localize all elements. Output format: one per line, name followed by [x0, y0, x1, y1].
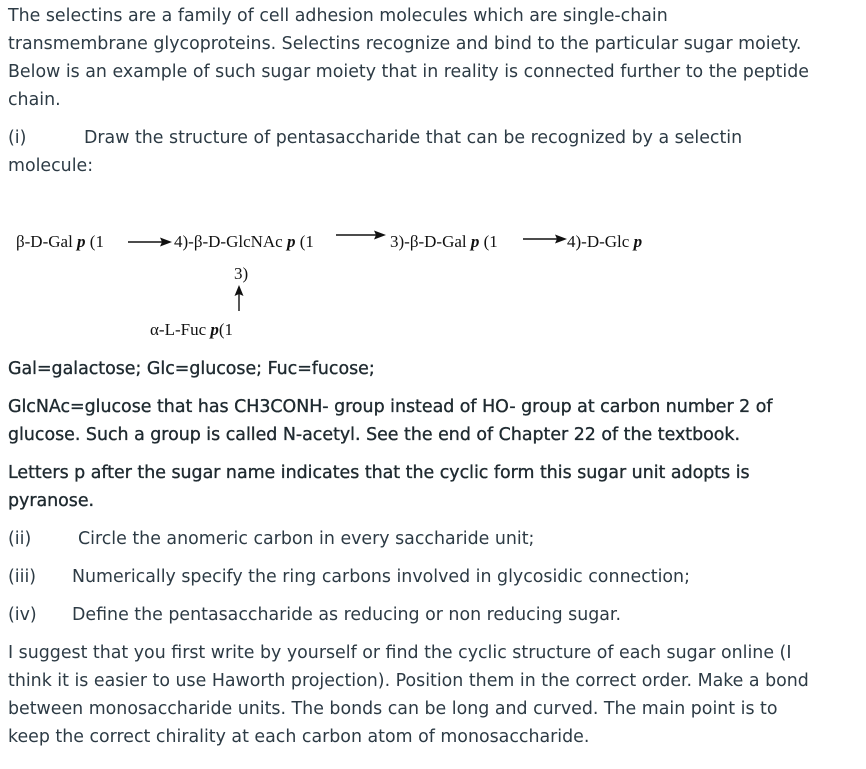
question-text: Draw the structure of pentasaccharide that can be recognized by a selectin [84, 128, 743, 148]
arrow-right-icon [523, 233, 567, 245]
question-i-cont: molecule: [8, 156, 94, 176]
question-number: (iv) [8, 605, 37, 625]
pyranose-note-1: Letters p after the sugar name indicates that the cyclic form this sugar unit adopts is [8, 463, 750, 483]
scheme-unit-gal: β-D-Gal p (1 [16, 232, 104, 251]
question-iii [8, 567, 690, 587]
arrow-up-icon [233, 285, 245, 311]
glcnac-note-2: glucose. Such a group is called N-acetyl. See the end of Chapter 22 of the textbook. [8, 425, 740, 445]
question-text: Define the pentasaccharide as reducing or non reducing sugar. [72, 605, 622, 625]
question-ii [8, 529, 534, 549]
question-iv [8, 605, 621, 625]
advice-line-1: I suggest that you first write by yourself or find the cyclic structure of each sugar online (I [8, 643, 792, 663]
advice-line-3: between monosaccharide units. The bonds can be long and curved. The main point is to [8, 699, 778, 719]
intro-line-1: The selectins are a family of cell adhesion molecules which are single-chain [8, 6, 668, 26]
scheme-branch-fucose: α-L-Fuc p(1 [150, 320, 234, 339]
question-i [8, 128, 742, 148]
scheme-unit-gal-2: 3)-β-D-Gal p (1 [390, 232, 498, 251]
pyranose-note-2: pyranose. [8, 491, 95, 511]
advice-line-2: think it is easier to use Haworth projection). Position them in the correct order. Make a bond [8, 671, 809, 691]
question-text: Numerically specify the ring carbons involved in glycosidic connection; [72, 567, 690, 587]
intro-line-3: Below is an example of such sugar moiety that in reality is connected further to the peptide [8, 62, 809, 82]
advice-line-4: keep the correct chirality at each carbon atom of monosaccharide. [8, 727, 590, 747]
question-number: (i) [8, 128, 27, 148]
glcnac-note-1: GlcNAc=glucose that has CH3CONH- group instead of HO- group at carbon number 2 of [8, 397, 773, 417]
arrow-right-icon [128, 236, 172, 248]
intro-line-2: transmembrane glycoproteins. Selectins recognize and bind to the particular sugar moiety. [8, 34, 802, 54]
intro-line-4: chain. [8, 90, 61, 110]
scheme-unit-glc: 4)-D-Glc p [567, 232, 643, 251]
arrow-right-icon [336, 229, 386, 241]
scheme-unit-glcnac: 4)-β-D-GlcNAc p (1 [174, 232, 314, 251]
question-number: (iii) [8, 567, 37, 587]
question-text: Circle the anomeric carbon in every saccharide unit; [78, 529, 535, 549]
question-number: (ii) [8, 529, 32, 549]
scheme-branch-position: 3) [234, 264, 249, 283]
abbreviations-note: Gal=galactose; Glc=glucose; Fuc=fucose; [8, 359, 375, 379]
